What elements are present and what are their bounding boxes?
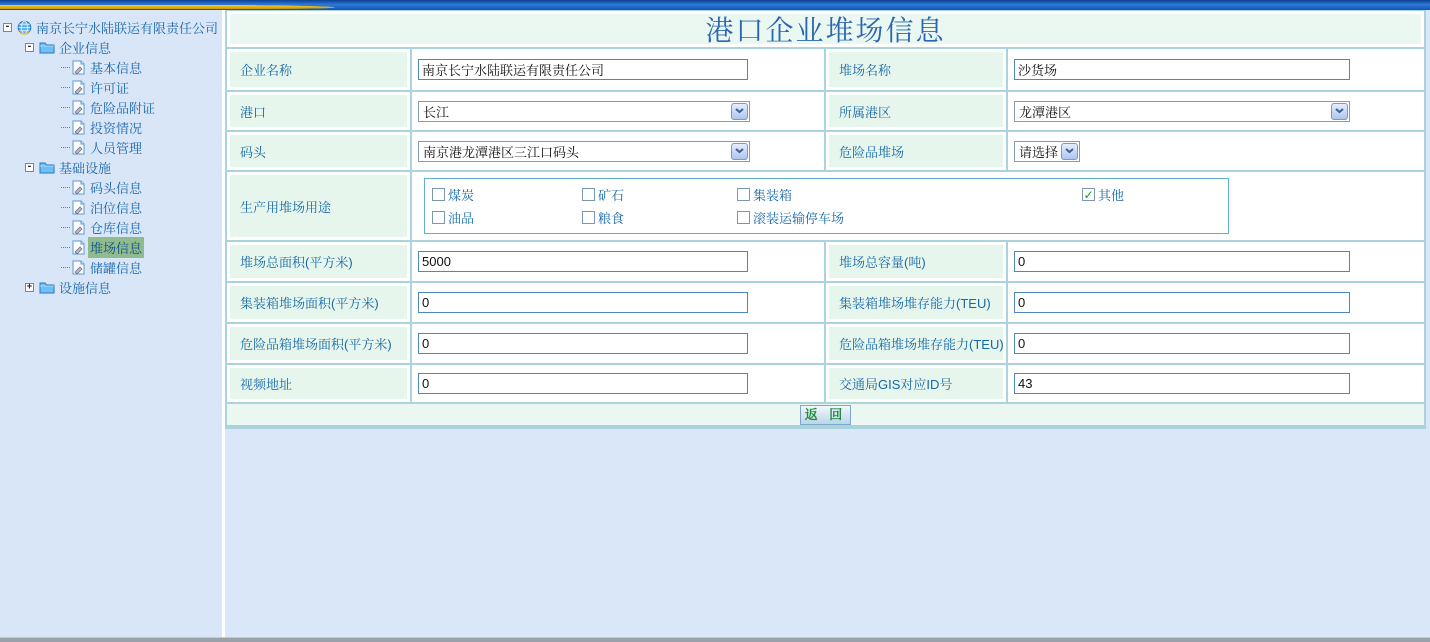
container-area-label: 集装箱堆场面积(平方米) [227, 283, 410, 322]
checkbox-coal[interactable] [432, 185, 582, 204]
wharf-select[interactable] [418, 141, 750, 162]
yard-usage-checkbox-group [424, 178, 1229, 234]
checkbox-label: 粮食 [598, 211, 625, 226]
checkbox-label: 矿石 [598, 188, 625, 203]
tree-item-yard-info-selected[interactable] [0, 237, 222, 257]
tree-connector [61, 127, 70, 128]
video-url-label: 视频地址 [227, 365, 410, 402]
tree-item-label: 人员管理 [90, 140, 143, 156]
dangerous-yard-select[interactable] [1014, 141, 1080, 162]
container-capacity-label: 集装箱堆场堆存能力(TEU) [824, 283, 1006, 322]
dangerous-capacity-input[interactable] [1014, 333, 1350, 354]
tree-connector [61, 267, 70, 268]
tree-item-label: 危险品附证 [90, 100, 156, 116]
main-content [225, 10, 1430, 637]
folder-icon [39, 281, 55, 294]
folder-icon [39, 161, 55, 174]
yard-usage-label: 生产用堆场用途 [227, 172, 410, 240]
port-area-label: 所属港区 [824, 92, 1006, 130]
chevron-down-icon[interactable] [731, 143, 748, 160]
checkbox-icon[interactable] [582, 211, 595, 224]
tree-item-wharf-info[interactable] [0, 177, 222, 197]
yard-name-input[interactable] [1014, 59, 1350, 80]
document-edit-icon [71, 80, 86, 95]
document-edit-icon [71, 180, 86, 195]
port-select-value: 长江 [423, 104, 450, 120]
back-button[interactable]: 返 回 [800, 405, 852, 425]
dangerous-yard-select-value: 请选择 [1019, 144, 1059, 160]
container-area-input[interactable] [418, 292, 748, 313]
port-label: 港口 [227, 92, 410, 130]
wharf-label: 码头 [227, 132, 410, 170]
tree-connector [61, 207, 70, 208]
tree-item-label: 南京长宁水陆联运有限责任公司 [36, 20, 219, 36]
dangerous-area-input[interactable] [418, 333, 748, 354]
bottom-status-bar [0, 637, 1430, 642]
banner-swoosh-decoration [0, 5, 335, 9]
dangerous-capacity-label: 危险品箱堆场堆存能力(TEU) [824, 324, 1006, 363]
tree-item-label: 投资情况 [90, 120, 143, 136]
yard-info-form [225, 10, 1426, 429]
chevron-down-icon[interactable] [1061, 143, 1078, 160]
top-banner [0, 0, 1430, 10]
tree-item-dangerous-goods-cert[interactable] [0, 97, 222, 117]
total-capacity-label: 堆场总容量(吨) [824, 242, 1006, 281]
tree-node-enterprise-info[interactable] [0, 37, 222, 57]
tree-item-label: 码头信息 [90, 180, 143, 196]
tree-item-investment[interactable] [0, 117, 222, 137]
port-select[interactable] [418, 101, 750, 122]
tree-item-label: 基本信息 [90, 60, 143, 76]
dangerous-yard-label: 危险品堆场 [824, 132, 1006, 170]
globe-icon [17, 20, 32, 35]
port-area-select-value: 龙潭港区 [1019, 104, 1072, 120]
total-area-label: 堆场总面积(平方米) [227, 242, 410, 281]
main-layout [0, 10, 1430, 637]
document-edit-icon [71, 120, 86, 135]
check-mark: ✓ [1083, 187, 1094, 202]
tree-connector [61, 147, 70, 148]
tree-item-label: 企业信息 [59, 40, 112, 56]
chevron-down-icon[interactable] [1331, 103, 1348, 120]
collapse-expander-icon[interactable]: - [4, 21, 11, 32]
checkbox-roro-parking[interactable] [737, 208, 1082, 227]
video-url-input[interactable] [418, 373, 748, 394]
sidebar-tree [0, 10, 222, 637]
document-edit-icon [71, 220, 86, 235]
tree-connector [61, 67, 70, 68]
tree-item-label: 基础设施 [59, 160, 112, 176]
tree-item-personnel[interactable] [0, 137, 222, 157]
total-capacity-input[interactable] [1014, 251, 1350, 272]
checkbox-icon[interactable] [432, 211, 445, 224]
checkbox-label: 其他 [1098, 188, 1125, 203]
checkbox-icon[interactable] [432, 188, 445, 201]
tree-item-label: 许可证 [90, 80, 130, 96]
checkbox-label: 滚装运输停车场 [753, 211, 845, 226]
tree-item-label: 泊位信息 [90, 200, 143, 216]
checkbox-icon[interactable] [582, 188, 595, 201]
tree-item-license[interactable] [0, 77, 222, 97]
folder-icon [39, 41, 55, 54]
checkbox-label: 油品 [448, 211, 475, 226]
dangerous-area-label: 危险品箱堆场面积(平方米) [227, 324, 410, 363]
checkbox-oil[interactable] [432, 208, 582, 227]
checkbox-ore[interactable] [582, 185, 737, 204]
company-name-input[interactable] [418, 59, 748, 80]
tree-item-basic-info[interactable] [0, 57, 222, 77]
tree-item-warehouse-info[interactable] [0, 217, 222, 237]
gis-id-label: 交通局GIS对应ID号 [824, 365, 1006, 402]
checkbox-label: 集装箱 [753, 188, 793, 203]
checkbox-icon[interactable] [737, 188, 750, 201]
company-name-label: 企业名称 [227, 49, 410, 90]
tree-connector [61, 227, 70, 228]
chevron-down-icon[interactable] [731, 103, 748, 120]
gis-id-input[interactable] [1014, 373, 1350, 394]
tree-item-berth-info[interactable] [0, 197, 222, 217]
document-edit-icon [71, 60, 86, 75]
tree-item-label: 堆场信息 [88, 237, 144, 258]
checkbox-other[interactable] [1082, 185, 1228, 204]
tree-connector [61, 247, 70, 248]
tree-item-label: 储罐信息 [90, 260, 143, 276]
document-edit-icon [71, 200, 86, 215]
collapse-expander-icon[interactable]: - [26, 41, 33, 52]
checkbox-label: 煤炭 [448, 188, 475, 203]
collapse-expander-icon[interactable]: - [26, 161, 33, 172]
checkbox-checked-icon[interactable] [1082, 188, 1095, 201]
tree-item-label: 仓库信息 [90, 220, 143, 236]
container-capacity-input[interactable] [1014, 292, 1350, 313]
checkbox-container[interactable] [737, 185, 1082, 204]
checkbox-icon[interactable] [737, 211, 750, 224]
tree-connector [61, 187, 70, 188]
total-area-input[interactable] [418, 251, 748, 272]
tree-item-label: 设施信息 [59, 280, 112, 296]
tree-connector [61, 87, 70, 88]
yard-name-label: 堆场名称 [824, 49, 1006, 90]
document-edit-icon [71, 100, 86, 115]
tree-root-company[interactable] [0, 17, 222, 37]
document-edit-icon [71, 260, 86, 275]
document-edit-icon [71, 140, 86, 155]
page-title: 港口企业堆场信息 [227, 11, 1424, 47]
tree-node-facility-info[interactable] [0, 277, 222, 297]
document-edit-icon [71, 240, 86, 255]
checkbox-grain[interactable] [582, 208, 737, 227]
tree-connector [61, 107, 70, 108]
tree-item-tank-info[interactable] [0, 257, 222, 277]
expand-expander-icon[interactable]: + [26, 281, 33, 292]
wharf-select-value: 南京港龙潭港区三江口码头 [423, 144, 580, 160]
tree-node-infrastructure[interactable] [0, 157, 222, 177]
port-area-select[interactable] [1014, 101, 1350, 122]
